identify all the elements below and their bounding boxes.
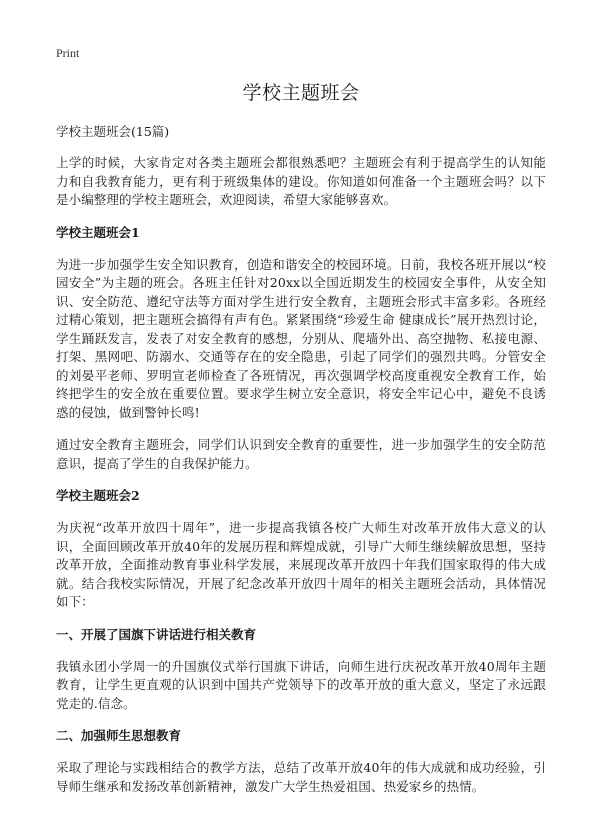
paragraph: 我镇永团小学周一的升国旗仪式举行国旗下讲话，向师生进行庆祝改革开放40周年主题教育，让学生更直观的认识到中国共产党领导下的改革开放的重大意义，坚定了永远跟党走的.信念。 bbox=[56, 658, 546, 711]
subsection-heading: 一、开展了国旗下讲话进行相关教育 bbox=[56, 626, 257, 642]
document-title: 学校主题班会 bbox=[242, 82, 360, 104]
section-heading: 学校主题班会2 bbox=[56, 488, 140, 503]
document bbox=[56, 78, 546, 810]
paragraph: 采取了理论与实践相结合的教学方法，总结了改革开放40年的伟大成就和成功经验，引导师生继承和发扬改革创新精神，激发广大学生热爱祖国、热爱家乡的热情。 bbox=[56, 760, 546, 794]
section-heading: 学校主题班会1 bbox=[56, 224, 140, 240]
paragraph: 通过安全教育主题班会，同学们认识到安全教育的重要性，进一步加强学生的安全防范意识，提高了学生的自我保护能力。 bbox=[56, 437, 546, 471]
document-subtitle: 学校主题班会(15篇) bbox=[56, 124, 170, 139]
intro-paragraph: 上学的时候，大家肯定对各类主题班会都很熟悉吧？主题班会有利于提高学生的认知能力和自我教育能力，更有利于班级集体的建设。你知道如何准备一个主题班会吗？以下是小编整理的学校主题班会，欢迎阅读，希望大家能够喜欢。 bbox=[56, 155, 546, 207]
paragraph: 为进一步加强学生安全知识教育，创造和谐安全的校园环境。日前，我校各班开展以“校园安全”为主题的班会。各班主任针对20xx以全国近期发生的校园安全事件，从安全知识、安全防范、遵纪守法等方面对学生进行安全教育，主题班会形式丰富多彩。各班经过精心策划，把主题班会搞得有声有色。紧紧围绕“珍爱生命 健康成长”展开热烈讨论，学生踊跃发言，发表了对安全教育的感想，分别从、爬墙外出、高空抛物、私接电源、打架、黑网吧、防溺水、交通等存在的安全隐患，引起了同学们的强烈共鸣。分管安全的刘晏平老师、罗明宣老师检查了各班情况，再次强调学校高度重视安全教育工作，始终把学生的安全放在重要位置。要求学生树立安全意识，将安全牢记心中，避免不良诱惑的侵蚀，做到警钟长鸣! bbox=[56, 256, 546, 420]
paragraph: 为庆祝“改革开放四十周年”，进一步提高我镇各校广大师生对改革开放伟大意义的认识，全面回顾改革开放40年的发展历程和辉煌成就，引导广大师生继续解放思想，坚持改革开放，全面推动教育事业科学发展，来展现改革开放四十年我们国家取得的伟大成就。结合我校实际情况，开展了纪念改革开放四十周年的相关主题班会活动，具体情况如下： bbox=[56, 520, 546, 609]
subsection-heading: 二、加强师生思想教育 bbox=[56, 728, 182, 743]
print-link[interactable]: Print bbox=[56, 46, 80, 60]
